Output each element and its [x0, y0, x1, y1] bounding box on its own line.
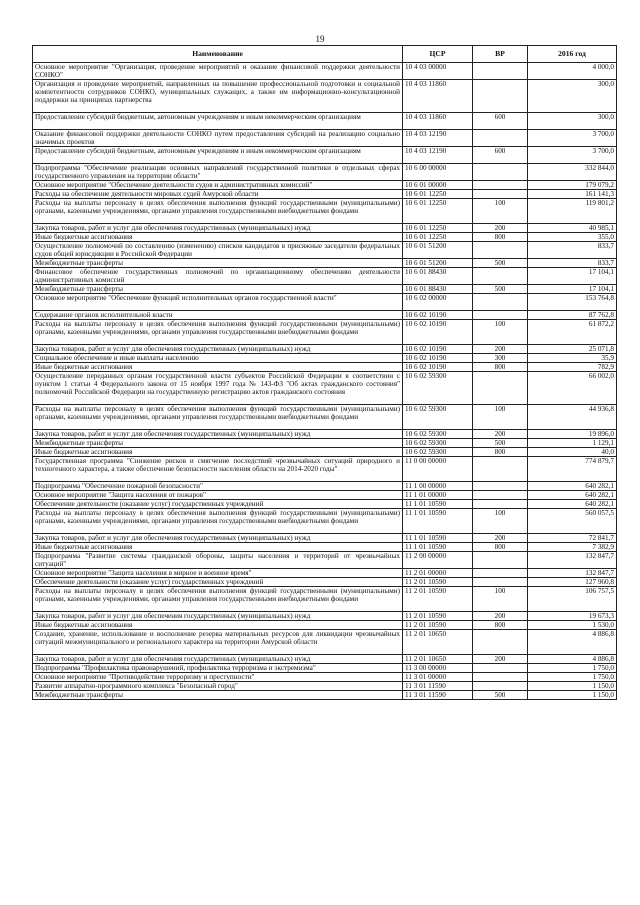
row-vr-cell: 500 [473, 259, 528, 268]
table-row [33, 363, 617, 372]
row-csr-cell: 10 6 02 59300 [403, 405, 473, 430]
row-sum-cell: 3 700,0 [528, 147, 617, 164]
row-csr-cell: 10 4 03 11860 [403, 80, 473, 113]
table-row [33, 673, 617, 682]
row-name-cell: Основное мероприятие "Обеспечение функций исполнительных органов государственной власти" [33, 294, 403, 311]
row-csr-cell: 10 6 01 12250 [403, 233, 473, 242]
table-row [33, 294, 617, 311]
row-sum-cell: 833,7 [528, 242, 617, 259]
row-csr-cell: 11 3 01 11590 [403, 682, 473, 691]
table-row [33, 268, 617, 285]
table-row [33, 457, 617, 482]
row-vr-cell: 100 [473, 405, 528, 430]
row-csr-cell: 11 2 01 10590 [403, 621, 473, 630]
row-name-cell: Расходы на выплаты персоналу в целях обеспечения выполнения функций государственными (муниципальными) органами, казенными учреждениями, органами управления государственными внебюджетными фондами [33, 509, 403, 534]
row-vr-cell: 200 [473, 534, 528, 543]
table-row [33, 552, 617, 569]
row-csr-cell: 10 6 01 88430 [403, 285, 473, 294]
table-row [33, 345, 617, 354]
row-vr-cell: 800 [473, 543, 528, 552]
row-csr-cell: 11 3 01 00000 [403, 673, 473, 682]
row-vr-cell [473, 500, 528, 509]
row-sum-cell: 61 872,2 [528, 320, 617, 345]
row-csr-cell: 11 2 00 00000 [403, 552, 473, 569]
row-sum-cell: 300,0 [528, 113, 617, 130]
row-csr-cell: 10 6 02 10190 [403, 320, 473, 345]
row-vr-cell: 800 [473, 233, 528, 242]
row-sum-cell: 1 150,0 [528, 691, 617, 700]
row-sum-cell: 87 762,8 [528, 311, 617, 320]
row-sum-cell: 1 750,0 [528, 673, 617, 682]
row-name-cell: Закупка товаров, работ и услуг для обеспечения государственных (муниципальных) нужд [33, 345, 403, 354]
row-vr-cell: 100 [473, 320, 528, 345]
row-sum-cell: 153 764,8 [528, 294, 617, 311]
row-csr-cell: 10 6 02 10190 [403, 311, 473, 320]
row-csr-cell: 11 1 01 00000 [403, 491, 473, 500]
row-vr-cell [473, 569, 528, 578]
row-name-cell: Межбюджетные трансферты [33, 259, 403, 268]
row-vr-cell: 800 [473, 621, 528, 630]
row-vr-cell [473, 63, 528, 80]
row-vr-cell [473, 630, 528, 655]
row-csr-cell: 10 4 03 00000 [403, 63, 473, 80]
row-name-cell: Основное мероприятие "Противодействие терроризму и преступности" [33, 673, 403, 682]
row-sum-cell: 332 844,0 [528, 164, 617, 181]
row-name-cell: Закупка товаров, работ и услуг для обеспечения государственных (муниципальных) нужд [33, 534, 403, 543]
row-csr-cell: 11 1 01 10590 [403, 543, 473, 552]
row-vr-cell [473, 268, 528, 285]
row-vr-cell [473, 181, 528, 190]
row-csr-cell: 10 6 01 51200 [403, 259, 473, 268]
row-vr-cell [473, 482, 528, 491]
row-vr-cell [473, 578, 528, 587]
row-vr-cell: 500 [473, 691, 528, 700]
row-name-cell: Основное мероприятие "Защита населения от пожаров" [33, 491, 403, 500]
row-vr-cell: 200 [473, 224, 528, 233]
row-sum-cell: 3 700,0 [528, 130, 617, 147]
table-row [33, 664, 617, 673]
row-name-cell: Подпрограмма "Профилактика правонарушений, профилактика терроризма и экстремизма" [33, 664, 403, 673]
row-csr-cell: 10 6 01 51200 [403, 242, 473, 259]
row-sum-cell: 782,9 [528, 363, 617, 372]
row-name-cell: Иные бюджетные ассигнования [33, 543, 403, 552]
row-name-cell: Создание, хранение, использование и восполнение резерва материальных ресурсов для ликвидации чрезвычайных ситуаций межмуниципального и регионального характера на территории Амурской области [33, 630, 403, 655]
row-name-cell: Государственная программа "Снижение рисков и смягчение последствий чрезвычайных ситуаций природного и техногенного характера, а также обеспечение безопасности населения области на 2014-2020 годы" [33, 457, 403, 482]
row-sum-cell: 40,0 [528, 448, 617, 457]
row-vr-cell: 500 [473, 439, 528, 448]
table-row [33, 500, 617, 509]
row-name-cell: Основное мероприятие "Защита населения в мирное и военное время" [33, 569, 403, 578]
row-sum-cell: 4 886,8 [528, 630, 617, 655]
row-vr-cell: 600 [473, 113, 528, 130]
row-sum-cell: 161 141,3 [528, 190, 617, 199]
row-sum-cell: 640 282,1 [528, 491, 617, 500]
table-row [33, 181, 617, 190]
row-csr-cell: 10 6 02 00000 [403, 294, 473, 311]
row-csr-cell: 11 3 00 00000 [403, 664, 473, 673]
table-row [33, 233, 617, 242]
row-vr-cell [473, 242, 528, 259]
table-row [33, 682, 617, 691]
row-name-cell: Обеспечение деятельности (оказание услуг) государственных учреждений [33, 578, 403, 587]
row-name-cell: Расходы на выплаты персоналу в целях обеспечения выполнения функций государственными (муниципальными) органами, казенными учреждениями, органами управления государственными внебюджетными фондами [33, 320, 403, 345]
table-row [33, 691, 617, 700]
row-name-cell: Межбюджетные трансферты [33, 439, 403, 448]
header-sum: 2016 год [528, 46, 617, 63]
table-row [33, 164, 617, 181]
row-csr-cell: 10 4 03 11860 [403, 113, 473, 130]
row-name-cell: Социальное обеспечение и иные выплаты населению [33, 354, 403, 363]
row-sum-cell: 1 150,0 [528, 682, 617, 691]
row-sum-cell: 640 282,1 [528, 500, 617, 509]
row-vr-cell: 100 [473, 587, 528, 612]
row-vr-cell: 100 [473, 199, 528, 224]
row-name-cell: Закупка товаров, работ и услуг для обеспечения государственных (муниципальных) нужд [33, 430, 403, 439]
row-vr-cell: 100 [473, 509, 528, 534]
table-row [33, 320, 617, 345]
row-csr-cell: 11 2 01 00000 [403, 569, 473, 578]
row-vr-cell [473, 552, 528, 569]
row-sum-cell: 25 071,8 [528, 345, 617, 354]
header-name: Наименование [33, 46, 403, 63]
row-sum-cell: 1 530,0 [528, 621, 617, 630]
row-name-cell: Подпрограмма "Обеспечение пожарной безопасности" [33, 482, 403, 491]
row-sum-cell: 560 057,5 [528, 509, 617, 534]
table-row [33, 578, 617, 587]
header-vr: ВР [473, 46, 528, 63]
row-csr-cell: 11 1 01 10590 [403, 534, 473, 543]
table-row [33, 482, 617, 491]
row-vr-cell: 600 [473, 147, 528, 164]
row-vr-cell: 300 [473, 354, 528, 363]
row-csr-cell: 10 6 00 00000 [403, 164, 473, 181]
row-name-cell: Подпрограмма "Обеспечение реализации основных направлений государственной политики в отдельных сферах государственного управления на территории области" [33, 164, 403, 181]
row-csr-cell: 11 2 01 10590 [403, 612, 473, 621]
row-vr-cell: 200 [473, 430, 528, 439]
row-csr-cell: 10 6 02 10190 [403, 363, 473, 372]
row-name-cell: Закупка товаров, работ и услуг для обеспечения государственных (муниципальных) нужд [33, 612, 403, 621]
table-row [33, 405, 617, 430]
row-name-cell: Расходы на обеспечение деятельности мировых судей Амурской области [33, 190, 403, 199]
row-csr-cell: 10 6 02 59300 [403, 439, 473, 448]
row-vr-cell [473, 80, 528, 113]
row-sum-cell: 19 896,0 [528, 430, 617, 439]
row-name-cell: Содержание органов исполнительной власти [33, 311, 403, 320]
table-header-row [33, 46, 617, 63]
row-csr-cell: 10 4 03 12190 [403, 130, 473, 147]
row-csr-cell: 10 6 01 88430 [403, 268, 473, 285]
row-csr-cell: 10 6 01 12250 [403, 199, 473, 224]
table-row [33, 224, 617, 233]
row-vr-cell [473, 190, 528, 199]
row-sum-cell: 35,9 [528, 354, 617, 363]
table-row [33, 534, 617, 543]
row-sum-cell: 119 801,2 [528, 199, 617, 224]
table-row [33, 543, 617, 552]
row-name-cell: Закупка товаров, работ и услуг для обеспечения государственных (муниципальных) нужд [33, 224, 403, 233]
row-name-cell: Осуществление переданных органам государственной власти субъектов Российской Федерации в соответствии с пунктом 1 статьи 4 Федерального закона от 15 ноября 1997 года № 143-ФЗ "Об актах гражданского состояния" полномочий Российской Федерации на государственную регистрацию актов гражданского состояния [33, 372, 403, 405]
row-name-cell: Расходы на выплаты персоналу в целях обеспечения выполнения функций государственными (муниципальными) органами, казенными учреждениями, органами управления государственными внебюджетными фондами [33, 587, 403, 612]
row-sum-cell: 4 000,0 [528, 63, 617, 80]
row-name-cell: Развитие аппаратно-программного комплекса "Безопасный город" [33, 682, 403, 691]
row-vr-cell [473, 311, 528, 320]
row-name-cell: Обеспечение деятельности (оказание услуг) государственных учреждений [33, 500, 403, 509]
row-csr-cell: 10 6 02 59300 [403, 430, 473, 439]
table-row [33, 80, 617, 113]
row-name-cell: Оказание финансовой поддержки деятельности СОНКО путем предоставления субсидий на реализацию социально значимых проектов [33, 130, 403, 147]
row-sum-cell: 7 382,9 [528, 543, 617, 552]
row-csr-cell: 10 6 01 12250 [403, 224, 473, 233]
row-vr-cell [473, 682, 528, 691]
row-sum-cell: 72 841,7 [528, 534, 617, 543]
row-sum-cell: 1 750,0 [528, 664, 617, 673]
row-name-cell: Подпрограмма "Развитие системы гражданской обороны, защиты населения и территорий от чрезвычайных ситуаций" [33, 552, 403, 569]
table-row [33, 113, 617, 130]
row-sum-cell: 1 129,1 [528, 439, 617, 448]
row-name-cell: Иные бюджетные ассигнования [33, 233, 403, 242]
row-sum-cell: 40 985,1 [528, 224, 617, 233]
row-csr-cell: 10 6 02 10190 [403, 354, 473, 363]
row-name-cell: Предоставление субсидий бюджетным, автономным учреждениям и иным некоммерческим организациям [33, 113, 403, 130]
table-row [33, 430, 617, 439]
row-name-cell: Межбюджетные трансферты [33, 285, 403, 294]
row-name-cell: Межбюджетные трансферты [33, 691, 403, 700]
row-vr-cell: 200 [473, 345, 528, 354]
row-csr-cell: 10 6 02 59300 [403, 448, 473, 457]
table-row [33, 190, 617, 199]
row-sum-cell: 106 757,5 [528, 587, 617, 612]
table-row [33, 354, 617, 363]
row-vr-cell: 500 [473, 285, 528, 294]
row-csr-cell: 11 2 01 10650 [403, 630, 473, 655]
table-row [33, 63, 617, 80]
row-sum-cell: 833,7 [528, 259, 617, 268]
table-row [33, 509, 617, 534]
row-sum-cell: 355,0 [528, 233, 617, 242]
row-csr-cell: 11 1 01 10590 [403, 509, 473, 534]
table-row [33, 439, 617, 448]
row-csr-cell: 11 1 01 10590 [403, 500, 473, 509]
row-sum-cell: 17 104,1 [528, 285, 617, 294]
table-body [33, 63, 617, 700]
table-row [33, 569, 617, 578]
row-sum-cell: 66 002,0 [528, 372, 617, 405]
table-row [33, 130, 617, 147]
row-vr-cell [473, 664, 528, 673]
row-csr-cell: 10 6 02 59300 [403, 372, 473, 405]
row-sum-cell: 127 960,8 [528, 578, 617, 587]
row-name-cell: Организация и проведение мероприятий, направленных на повышение профессиональной подготовки и социальной компетентности сотрудников СОНКО, муниципальных служащих, а также им информационно-консультационной поддержки на принципах партнерства [33, 80, 403, 113]
row-csr-cell: 11 1 00 00000 [403, 482, 473, 491]
row-name-cell: Основное мероприятие "Обеспечение деятельности судов и административных комиссий" [33, 181, 403, 190]
row-vr-cell [473, 164, 528, 181]
row-name-cell: Закупка товаров, работ и услуг для обеспечения государственных (муниципальных) нужд [33, 655, 403, 664]
row-sum-cell: 17 104,1 [528, 268, 617, 285]
row-sum-cell: 19 673,3 [528, 612, 617, 621]
table-row [33, 285, 617, 294]
table-row [33, 448, 617, 457]
table-row [33, 491, 617, 500]
row-name-cell: Финансовое обеспечение государственных полномочий по организационному обеспечению деятельности административных комиссий [33, 268, 403, 285]
row-sum-cell: 640 282,1 [528, 482, 617, 491]
table-row [33, 242, 617, 259]
row-csr-cell: 11 2 01 10590 [403, 578, 473, 587]
row-name-cell: Осуществление полномочий по составлению (изменению) списков кандидатов в присяжные заседатели федеральных судов общей юрисдикции в Российской Федерации [33, 242, 403, 259]
row-name-cell: Основное мероприятие "Организация, проведение мероприятий и оказание финансовой поддержки деятельности СОНКО" [33, 63, 403, 80]
row-csr-cell: 10 6 01 00000 [403, 181, 473, 190]
row-vr-cell [473, 457, 528, 482]
row-vr-cell: 200 [473, 612, 528, 621]
table-row [33, 147, 617, 164]
row-sum-cell: 44 936,8 [528, 405, 617, 430]
row-vr-cell [473, 130, 528, 147]
row-name-cell: Иные бюджетные ассигнования [33, 448, 403, 457]
row-name-cell: Расходы на выплаты персоналу в целях обеспечения выполнения функций государственными (муниципальными) органами, казенными учреждениями, органами управления государственными внебюджетными фондами [33, 199, 403, 224]
row-csr-cell: 10 4 03 12190 [403, 147, 473, 164]
row-csr-cell: 11 2 01 10590 [403, 587, 473, 612]
row-sum-cell: 179 079,2 [528, 181, 617, 190]
row-vr-cell [473, 673, 528, 682]
row-csr-cell: 10 6 01 12250 [403, 190, 473, 199]
table-row [33, 372, 617, 405]
row-csr-cell: 11 0 00 00000 [403, 457, 473, 482]
row-csr-cell: 11 2 01 10650 [403, 655, 473, 664]
row-vr-cell: 200 [473, 655, 528, 664]
row-name-cell: Расходы на выплаты персоналу в целях обеспечения выполнения функций государственными (муниципальными) органами, казенными учреждениями, органами управления государственными внебюджетными фондами [33, 405, 403, 430]
page-number: 19 [315, 34, 325, 44]
budget-table [32, 45, 617, 700]
table-row [33, 587, 617, 612]
table-row [33, 612, 617, 621]
table-row [33, 311, 617, 320]
table-row [33, 655, 617, 664]
row-vr-cell [473, 491, 528, 500]
table-row [33, 630, 617, 655]
row-sum-cell: 132 847,7 [528, 552, 617, 569]
row-vr-cell [473, 372, 528, 405]
row-sum-cell: 300,0 [528, 80, 617, 113]
row-name-cell: Иные бюджетные ассигнования [33, 363, 403, 372]
header-csr: ЦСР [403, 46, 473, 63]
row-vr-cell: 800 [473, 363, 528, 372]
row-sum-cell: 774 879,7 [528, 457, 617, 482]
table-row [33, 621, 617, 630]
row-sum-cell: 132 847,7 [528, 569, 617, 578]
row-vr-cell [473, 294, 528, 311]
row-name-cell: Предоставление субсидий бюджетным, автономным учреждениям и иным некоммерческим организациям [33, 147, 403, 164]
row-sum-cell: 4 886,8 [528, 655, 617, 664]
row-vr-cell: 800 [473, 448, 528, 457]
row-csr-cell: 11 3 01 11590 [403, 691, 473, 700]
row-csr-cell: 10 6 02 10190 [403, 345, 473, 354]
table-row [33, 259, 617, 268]
table-row [33, 199, 617, 224]
row-name-cell: Иные бюджетные ассигнования [33, 621, 403, 630]
